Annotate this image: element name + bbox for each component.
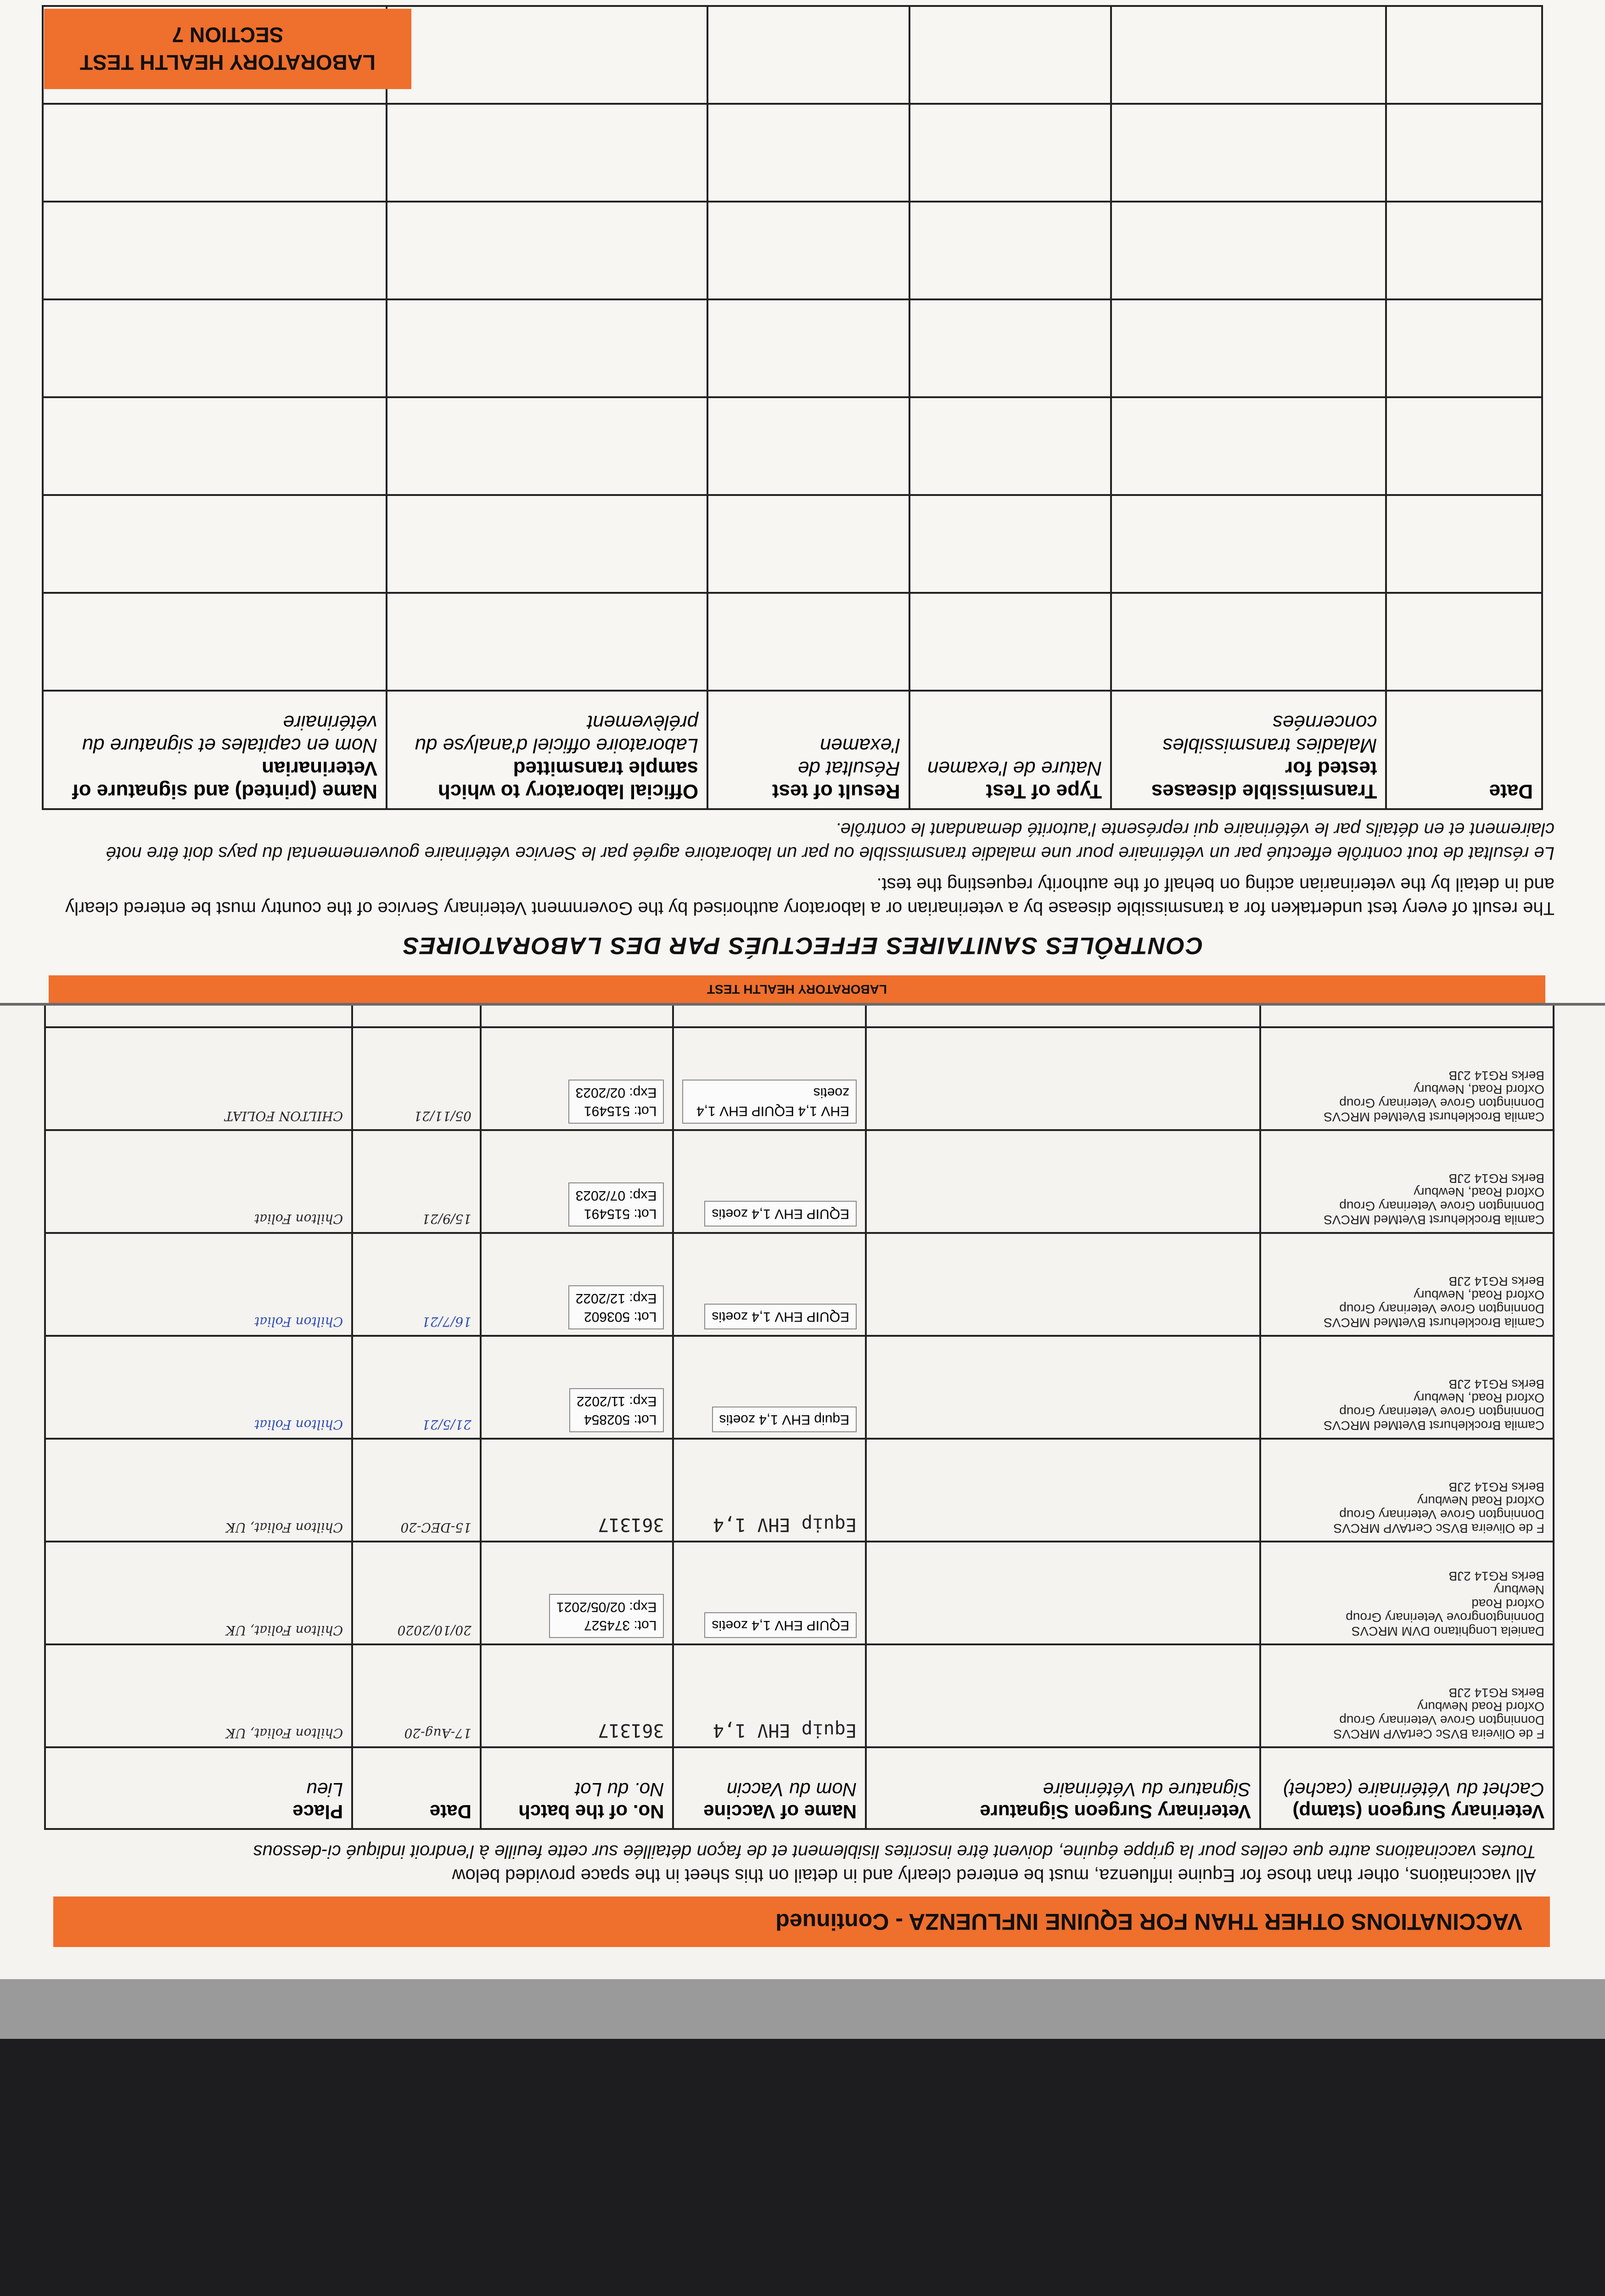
vaccinations-band-title: VACCINATIONS OTHER THAN FOR EQUINE INFLUENZA - Continued: [53, 1896, 1550, 1947]
vaccination-row: [45, 1027, 1554, 1130]
lab-cell: [909, 299, 1111, 397]
lab-row: [43, 397, 1542, 495]
lab-row: [43, 495, 1542, 593]
lab-cell: [707, 593, 909, 691]
vaccine-name-cell: [673, 1130, 866, 1233]
lab-cell: [1386, 299, 1542, 397]
lab-cell: [387, 593, 707, 691]
vaccinations-header-fr: Signature du Vétérinaire: [1043, 1779, 1251, 1801]
lab-cell: [909, 397, 1111, 495]
lab-header-1: [1111, 691, 1386, 809]
vaccination-place-cell: Chilton Foliat: [45, 1233, 352, 1336]
lab-header-2: [909, 691, 1111, 809]
vaccination-row: [45, 1233, 1554, 1336]
lab-cell: [1111, 6, 1386, 104]
vaccine-label: Equip EHV 1,4: [713, 1514, 857, 1535]
vaccination-place-cell: CHILTON FOLIAT: [45, 1027, 352, 1130]
lab-cell: [1111, 397, 1386, 495]
vaccination-date-cell: 15-DEC-20: [352, 1439, 481, 1542]
lab-row: [43, 299, 1542, 397]
lab-header-0: [1386, 691, 1542, 809]
vaccination-place-cell: Chilton Foliat, UK: [45, 1542, 352, 1644]
lab-row: [43, 202, 1542, 299]
vaccination-place-cell: Chilton Foliat, UK: [45, 1644, 352, 1747]
vet-signature-cell: [866, 1027, 1260, 1130]
batch-number-cell: [481, 1233, 673, 1336]
batch-number-cell: [481, 1542, 673, 1644]
vet-stamp-cell: Daniela Longhitano DVM MRCVS Donningtongrove Veterinary Group Oxford Road Newbury Berks RG14 2JB: [1260, 1542, 1554, 1644]
vaccine-name-cell: [673, 1027, 866, 1130]
vaccination-date-cell: 15/9/21: [352, 1130, 481, 1233]
lab-cell: [707, 6, 909, 104]
vaccinations-header-4: [352, 1747, 481, 1829]
vaccinations-header-0: [1260, 1747, 1554, 1829]
batch-label: Lot: 374527 Exp: 02/05/2021: [549, 1594, 664, 1638]
lab-cell: [909, 593, 1111, 691]
lab-cell: [909, 202, 1111, 299]
lab-tests-page: [0, 0, 1605, 1006]
lab-cell: [1386, 6, 1542, 104]
lab-cell: [1386, 202, 1542, 299]
lab-header-en: Name (printed) and signature of Veterinarian: [72, 757, 378, 803]
lab-tests-table: [42, 5, 1543, 810]
vaccine-label: Equip EHV 1,4 zoetis: [712, 1407, 857, 1432]
batch-number-cell: [481, 1130, 673, 1233]
vaccination-place-cell: Chilton Foliat, UK: [45, 1439, 352, 1542]
lab-strip-title: LABORATORY HEALTH TEST: [49, 975, 1545, 1003]
lab-row: [43, 593, 1542, 691]
batch-number-cell: [481, 1439, 673, 1542]
lab-cell: [387, 495, 707, 593]
vet-stamp-cell: F de Oliveira BVSc CertAVP MRCVS Donnington Grove Veterinary Group Oxford Road Newbury Berks RG14 2JB: [1260, 1439, 1554, 1542]
vaccinations-header-1: [866, 1747, 1260, 1829]
vaccine-name-cell: [673, 1439, 866, 1542]
batch-label: Lot: 515491 Exp: 02/2023: [568, 1080, 664, 1124]
lab-header-4: [387, 691, 707, 809]
lab-cell: [1386, 593, 1542, 691]
lab-cell: [43, 299, 387, 397]
vaccine-name-cell: [673, 1233, 866, 1336]
vet-signature-cell: [866, 1644, 1260, 1747]
vaccinations-header-en: Date: [429, 1801, 471, 1823]
lab-header-en: Official laboratory to which sample transmitted: [438, 757, 699, 803]
batch-number-cell: [481, 1336, 673, 1439]
batch-label: Lot: 502854 Exp: 11/2022: [569, 1388, 664, 1432]
lab-cell: [43, 495, 387, 593]
vet-signature-cell: [866, 1233, 1260, 1336]
lab-header-fr: Nom en capitales et signature du vétérinaire: [82, 711, 378, 757]
vaccination-row: [45, 1336, 1554, 1439]
lab-header-en: Result of test: [772, 780, 900, 803]
vaccination-place-cell: Chilton Foliat: [45, 1130, 352, 1233]
lab-cell: [1386, 104, 1542, 202]
vet-stamp-cell: Camila Brocklehurst BVetMed MRCVS Donnington Grove Veterinary Group Oxford Road, Newbury Berks RG14 2JB: [1260, 1130, 1554, 1233]
vaccine-label: EQUIP EHV 1,4 zoetis: [704, 1304, 857, 1329]
lab-cell: [387, 397, 707, 495]
vaccine-label: EQUIP EHV 1,4 zoetis: [704, 1201, 857, 1227]
vet-signature-cell: [866, 1130, 1260, 1233]
lab-header-en: Transmissible diseases tested for: [1151, 757, 1377, 803]
lab-cell: [1111, 202, 1386, 299]
vaccinations-note-en: All vaccinations, other than those for Equine influenza, must be entered clearly and in detail on this sheet in the space provided below: [452, 1865, 1536, 1885]
vaccination-date-cell: 05/11/21: [352, 1027, 481, 1130]
vaccinations-note-fr: Toutes vaccinations autre que celles pour la grippe équine, doivent être inscrites lisiblement et de façon détaillée sur cette feuille à l'endroit indiqué ci-dessous: [253, 1841, 1536, 1862]
lab-cell: [43, 593, 387, 691]
vaccinations-header-2: [673, 1747, 866, 1829]
lab-cell: [1111, 495, 1386, 593]
lab-row: [43, 104, 1542, 202]
vaccinations-header-3: [481, 1747, 673, 1829]
lab-header-en: Date: [1489, 780, 1533, 803]
lab-cell: [1111, 104, 1386, 202]
lab-header-en: Type of Test: [986, 780, 1102, 803]
section-number: SECTION 7: [172, 23, 284, 47]
vaccine-label: Equip EHV 1,4: [713, 1720, 857, 1741]
vaccinations-body: [45, 924, 1554, 1747]
section-title: LABORATORY HEALTH TEST: [80, 51, 376, 75]
vaccination-row: [45, 1542, 1554, 1644]
vaccination-date-cell: 21/5/21: [352, 1336, 481, 1439]
lab-note-en: The result of every test undertaken for a transmissible disease by a veterinarian or a laboratory authorised by the Government Veterinary Service of the country must be entered clearly and in detail by the veterinarian acting on behalf of the authority requesting the test.: [65, 874, 1554, 918]
lab-cell: [707, 397, 909, 495]
lab-header-fr: Nature de l'examen: [927, 757, 1102, 780]
vaccinations-header-en: No. of the batch: [518, 1801, 664, 1823]
lab-header-fr: Résultat de l'examen: [798, 734, 900, 780]
lab-cell: [707, 202, 909, 299]
lab-body: [43, 6, 1542, 691]
lab-cell: [707, 495, 909, 593]
lab-cell: [909, 104, 1111, 202]
lab-cell: [707, 104, 909, 202]
lab-header-row: [43, 691, 1542, 809]
vaccinations-header-fr: No. du Lot: [575, 1779, 664, 1801]
vaccination-date-cell: 20/10/2020: [352, 1542, 481, 1644]
lab-cell: [909, 6, 1111, 104]
section-label: [44, 9, 411, 89]
lab-header-fr: Maladies transmissibles concernées: [1162, 711, 1377, 757]
vaccine-name-cell: [673, 1336, 866, 1439]
vaccinations-header-en: Place: [292, 1801, 343, 1823]
batch-label: 361317: [597, 1514, 664, 1535]
vaccinations-table: [44, 923, 1554, 1830]
batch-number-cell: [481, 1027, 673, 1130]
vaccinations-header-en: Veterinary Surgeon Signature: [980, 1801, 1251, 1823]
vaccinations-header-en: Veterinary Surgeon (stamp): [1292, 1801, 1544, 1823]
lab-cell: [43, 397, 387, 495]
lab-cell: [43, 104, 387, 202]
vaccine-name-cell: [673, 1542, 866, 1644]
lab-note-fr: Le résultat de tout contrôle effectué par un vétérinaire pour une maladie transmissible ou par un laboratoire agréé par le Service vétérinaire gouvernemental du pays doit être noté clairement et en détails par le vétérinaire qui représente l'autorité demandant le contrôle.: [106, 819, 1554, 863]
batch-label: Lot: 515491 Exp: 07/2023: [568, 1182, 664, 1227]
lab-cell: [1386, 495, 1542, 593]
lab-cell: [387, 299, 707, 397]
lab-cell: [387, 6, 707, 104]
vet-signature-cell: [866, 1542, 1260, 1644]
vaccinations-header-fr: Nom du Vaccin: [726, 1779, 857, 1801]
lab-cell: [1111, 299, 1386, 397]
lab-cell: [387, 202, 707, 299]
vaccinations-page: [0, 1006, 1605, 1979]
lab-header-fr: Laboratoire officiel d'analyse du prélèvement: [415, 711, 699, 757]
vaccination-date-cell: 17-Aug-20: [352, 1644, 481, 1747]
vaccination-row: [45, 1644, 1554, 1747]
vaccine-name-cell: [673, 1644, 866, 1747]
vet-signature-cell: [866, 1336, 1260, 1439]
vaccine-label: EHV 1,4 EQUIP EHV 1,4 zoetis: [682, 1080, 857, 1124]
vaccinations-header-row: [45, 1747, 1554, 1829]
vaccinations-note: [58, 1840, 1536, 1887]
vaccinations-header-fr: Lieu: [306, 1779, 343, 1801]
vet-stamp-cell: Camila Brocklehurst BVetMed MRCVS Donnington Grove Veterinary Group Oxford Road, Newbury Berks RG14 2JB: [1260, 1336, 1554, 1439]
lab-heading: CONTRÔLES SANITAIRES EFFECTUÉS PAR DES LABORATOIRES: [402, 932, 1203, 959]
vaccinations-header-fr: Cachet du Vétérinaire (cachet): [1283, 1779, 1544, 1801]
lab-cell: [707, 299, 909, 397]
batch-label: Lot: 503602 Exp: 12/2022: [568, 1285, 664, 1329]
lab-cell: [43, 202, 387, 299]
lab-cell: [1111, 593, 1386, 691]
page-edge: [0, 1979, 1605, 2039]
batch-label: 361317: [597, 1720, 664, 1741]
lab-header-3: [707, 691, 909, 809]
vet-stamp-cell: Camila Brocklehurst BVetMed MRCVS Donnington Grove Veterinary Group Oxford Road, Newbury Berks RG14 2JB: [1260, 1027, 1554, 1130]
vaccination-date-cell: 16/7/21: [352, 1233, 481, 1336]
vaccination-row: [45, 1439, 1554, 1542]
batch-number-cell: [481, 1644, 673, 1747]
lab-cell: [909, 495, 1111, 593]
vet-stamp-cell: Camila Brocklehurst BVetMed MRCVS Donnington Grove Veterinary Group Oxford Road, Newbury Berks RG14 2JB: [1260, 1233, 1554, 1336]
lab-cell: [1386, 397, 1542, 495]
vaccinations-header-en: Name of Vaccine: [703, 1801, 857, 1823]
vet-signature-cell: [866, 1439, 1260, 1542]
vaccine-label: EQUIP EHV 1,4 zoetis: [704, 1612, 857, 1638]
vet-stamp-cell: F de Oliveira BVSc CertAVP MRCVS Donnington Grove Veterinary Group Oxford Road Newbury Berks RG14 2JB: [1260, 1644, 1554, 1747]
vaccinations-header-5: [45, 1747, 352, 1829]
lab-header-5: [43, 691, 387, 809]
lab-cell: [387, 104, 707, 202]
vaccination-row: [45, 1130, 1554, 1233]
vaccination-place-cell: Chilton Foliat: [45, 1336, 352, 1439]
